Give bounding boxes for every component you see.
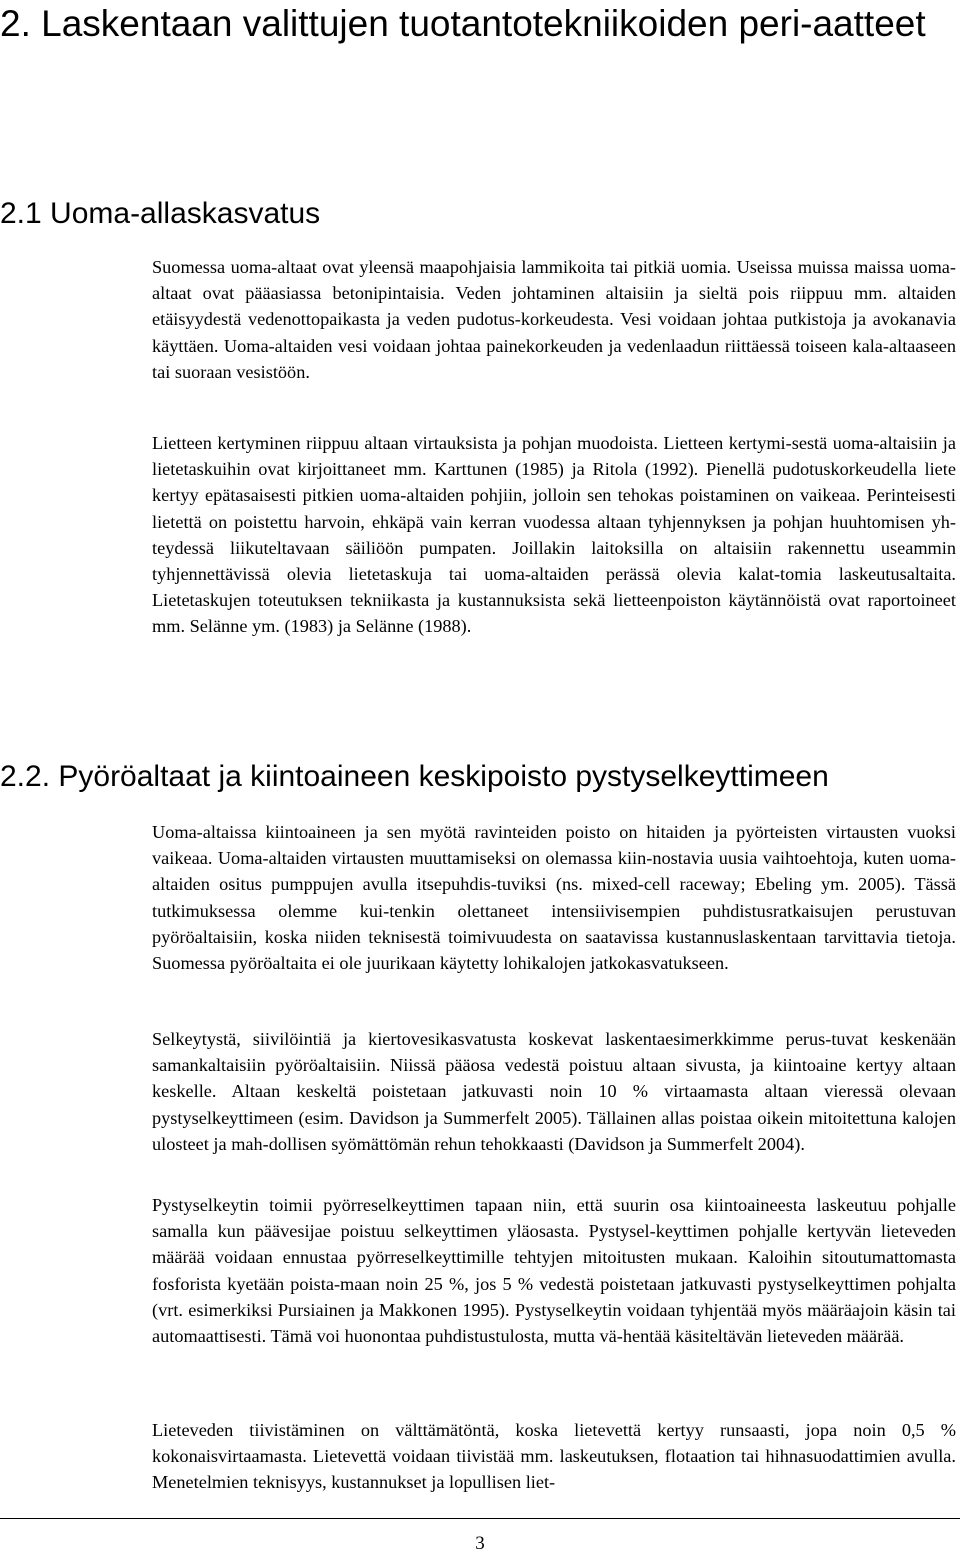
paragraph: Suomessa uoma-altaat ovat yleensä maapohjaisia lammikoita tai pitkiä uomia. Useissa muissa maissa uoma-altaat ovat pääasiassa betonipintaisia. Veden johtaminen altaisiin ja sieltä pois riippuu mm. altaiden etäisyydestä vedenottopaikasta ja veden pudotus-korkeudesta. Vesi voidaan johtaa putkistoja ja avokanavia käyttäen. Uoma-altaiden vesi voidaan johtaa painekorkeuden ja vedenlaadun riittäessä toiseen kala-altaaseen tai suoraan vesistöön. [152,257,956,382]
paragraph: Lieteveden tiivistäminen on välttämätöntä, koska lietevettä kertyy runsaasti, jopa noin 0,5 % kokonaisvirtaamasta. Lietevettä voidaan tiivistää mm. laskeutuksen, flotaation tai hihnasuodattimien avulla. Menetelmien teknisyys, kustannukset ja lopullisen liet- [152,1420,956,1493]
paragraph: Pystyselkeytin toimii pyörreselkeyttimen tapaan niin, että suurin osa kiintoaineesta laskeutuu pohjalle samalla kun päävesijae poistuu selkeyttimen yläosasta. Pystysel-keyttimen pohjalle kertyvän lieteveden määrää voidaan ennustaa pyörreselkeyttimille tehtyjen mitoitusten mukaan. Kaloihin sitoutumattomasta fosforista kyetään poista-maan noin 25 %, jos 5 % vedestä poistetaan jatkuvasti pystyselkeyttimen pohjalta (vrt. esimerkiksi Pursiainen ja Makkonen 1995). Pystyselkeytin voidaan tyhjentää myös määräajoin käsin tai automaattisesti. Tämä voi huonontaa puhdistustulosta, mutta vä-hentää käsiteltävän lieteveden määrää. [152,1195,956,1347]
paragraph: Lietteen kertyminen riippuu altaan virtauksista ja pohjan muodoista. Lietteen kertymi-sestä uoma-altaisiin ja lietetaskuihin ovat kirjoittaneet mm. Karttunen (1985) ja Ritola (1992). Pienellä pudotuskorkeudella liete kertyy epätasaisesti pitkien uoma-altaiden pohjiin, jolloin sen tehokas poistaminen on vaikeaa. Perinteisesti lietettä on poistettu harvoin, ehkäpä vain kerran vuodessa altaan tyhjennyksen ja pohjan huuhtomisen yh-teydessä liikuteltavaan säiliöön pumpaten. Joillakin laitoksilla on altaisiin rakennettu useammin tyhjennettävissä olevia lietetaskuja tai uoma-altaiden perässä olevia kalat-tomia laskeutusaltaita. Lietetaskujen toteutuksen tekniikasta ja kustannuksista sekä lietteenpoiston käytännöistä ovat raportoineet mm. Selänne ym. (1983) ja Selänne (1988). [152,433,956,637]
section-heading-2-1: 2.1 Uoma-allaskasvatus [0,197,321,230]
paragraph: Selkeytystä, siivilöintiä ja kiertovesikasvatusta koskevat laskentaesimerkkimme perus-tuvat keskenään samankaltaisiin pyöröaltaisiin. Niissä pääosa vedestä poistuu altaan sivusta, ja kiintoaine kertyy altaan keskelle. Altaan keskeltä poistetaan jatkuvasti noin 10 % virtaamasta altaan vieressä olevaan pystyselkeyttimeen (esim. Davidson ja Summerfelt 2005). Tällainen allas poistaa oikein mitoitettuna kalojen ulosteet ja mah-dollisen syömättömän rehun tehokkaasti (Davidson ja Summerfelt 2004). [152,1029,956,1154]
paragraph: Uoma-altaissa kiintoaineen ja sen myötä ravinteiden poisto on hitaiden ja pyörteisten virtausten vuoksi vaikeaa. Uoma-altaiden virtausten muuttamiseksi on olemassa kiin-nostavia uusia vaihtoehtoja, kuten uoma-altaiden ositus pumppujen avulla itsepuhdis-tuviksi (ns. mixed-cell raceway; Ebeling ym. 2005). Tässä tutkimuksessa olemme kui-tenkin olettaneet intensiivisempien puhdistusratkaisujen perustuvan pyöröaltaisiin, koska niiden teknisestä toimivuudesta on saatavissa kustannuslaskentaan tarvittavia tietoja. Suomessa pyöröaltaita ei ole juurikaan käytetty lohikalojen jatkokasvatukseen. [152,822,956,974]
section-heading-2-2: 2.2. Pyöröaltaat ja kiintoaineen keskipoisto pystyselkeyttimeen [0,760,829,793]
footer-divider [0,1518,960,1519]
page-number: 3 [475,1533,485,1554]
chapter-heading: 2. Laskentaan valittujen tuotantotekniikoiden peri-aatteet [0,3,926,44]
